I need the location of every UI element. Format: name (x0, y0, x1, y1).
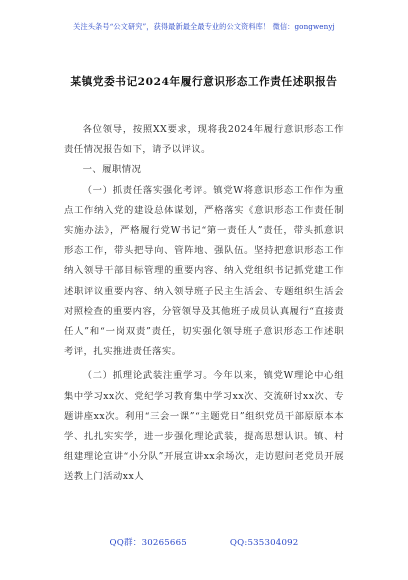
document-body (64, 120, 344, 488)
qq-group-label: QQ群：30265665 (109, 538, 187, 548)
section-paragraph-1: （一）抓责任落实强化考评。镇党W将意识形态工作作为重点工作纳入党的建设总体谋划，严格落实《意识形态工作责任制实施办法》，严格履行党W书记“第一责任人”责任，带头抓意识形态工作，带头把导向、管阵地、强队伍。坚持把意识形态工作纳入领导干部目标管理的重要内容、纳入党组织书记抓党建工作述职评议重要内容、纳入领导班子民主生活会、专题组织生活会对照检查的重要内容，分管领导及其他班子成员认真履行“直接责任人”和“一岗双责”责任，切实强化领导班子意识形态工作述职考评，扎实推进责任落实。 (64, 184, 344, 358)
header-banner: 关注头条号“公文研究”，获得最新最全最专业的公文资料库！ 微信：gongwenyj (73, 22, 335, 31)
intro-paragraph: 各位领导，按照XX要求，现将我2024年履行意识形态工作责任情况报告如下，请予以评议。 (64, 124, 344, 156)
footer-contacts (0, 536, 408, 548)
page-title: 某镇党委书记2024年履行意识形态工作责任述职报告 (70, 76, 338, 88)
qq-contact-label: QQ:535304092 (229, 538, 299, 548)
section-heading: 一、履职情况 (82, 164, 142, 176)
section-paragraph-2: （二）抓理论武装注重学习。今年以来，镇党W理论中心组集中学习xx次、党纪学习教育集中学习xx次、交流研讨xx次、专题讲座xx次。利用“三会一课”“主题党日”组织党员干部原原本本学、扎扎实实学，进一步强化理论武装，提高思想认识。镇、村组建理论宣讲“小分队”开展宣讲xx余场次，走访慰问老党员开展送教上门活动xx人 (64, 370, 344, 483)
